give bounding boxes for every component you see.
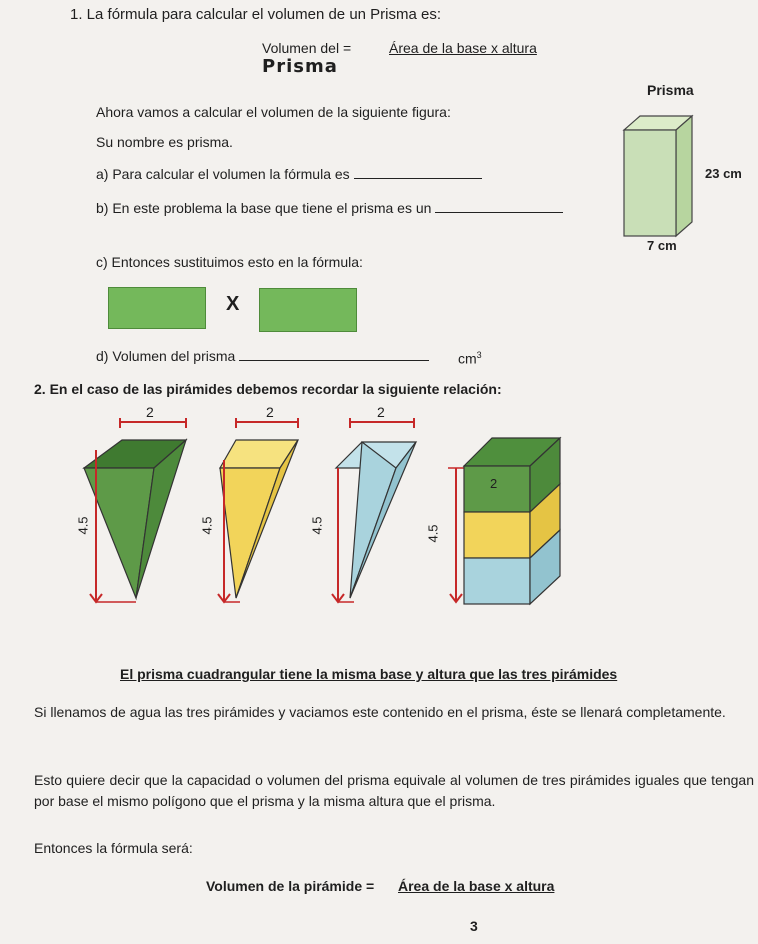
prism-height-label: 23 cm [705,166,742,181]
item-a [96,166,482,182]
answer-box-right[interactable] [259,288,357,332]
item-b [96,200,563,216]
pyramid2-top-label: 2 [266,404,274,420]
item-b-text: b) En este problema la base que tiene el prisma es un [96,200,432,216]
prism-figure-title: Prisma [647,82,694,98]
name-line: Su nombre es prisma. [96,134,233,150]
unit-cm3 [458,350,482,367]
answer-blank-a[interactable] [354,178,482,179]
pyramid3-height-label: 4.5 [309,516,325,535]
paragraph-fill-water: Si llenamos de agua las tres pirámides y vaciamos este contenido en el prisma, éste se llenará completamente. [34,704,726,720]
multiply-sign: X [226,293,240,315]
item-c: c) Entonces sustituimos esto en la fórmula: [96,254,363,270]
paragraph-volume-relation: Esto quiere decir que la capacidad o volumen del prisma equivale al volumen de tres pirámides iguales que tengan por base el mismo polígono que el prisma y la misma altura que el prisma. [34,772,754,809]
figure-caption: El prisma cuadrangular tiene la misma base y altura que las tres pirámides [120,666,618,682]
stacked-prism-height-label: 4.5 [425,524,441,543]
pyramid2-front [220,468,280,598]
item-d [96,348,429,364]
answer-box-left[interactable] [108,287,206,329]
section1-title: 1. La fórmula para calcular el volumen de un Prisma es: [70,6,442,23]
answer-blank-b[interactable] [435,212,563,213]
intro-text: Ahora vamos a calcular el volumen de la siguiente figura: [96,104,451,120]
stacked-prism-figure [430,432,570,612]
final-formula-left: Volumen de la pirámide = [206,878,375,894]
pyramid2-height-label: 4.5 [199,516,215,535]
pyramid1-top-label: 2 [146,404,154,420]
item-a-text: a) Para calcular el volumen la fórmula es [96,166,350,182]
pyramid1-front [84,468,154,598]
stacked-prism-side-label: 2 [490,476,498,491]
pyramid1-height-label: 4.5 [75,516,91,535]
item-d-text: d) Volumen del prisma [96,348,236,364]
final-formula-denominator: 3 [470,918,478,934]
final-formula-numerator: Área de la base x altura [398,878,555,894]
handwritten-prisma: Prisma [262,56,338,77]
pyramid3-figure [314,418,424,610]
prism-front-face [624,130,676,236]
prism-side-face [676,116,692,236]
unit-text: cm [458,350,477,367]
pyramid1-figure [70,418,200,610]
unit-exponent: 3 [476,350,482,360]
answer-blank-d[interactable] [239,360,429,361]
then-formula-text: Entonces la fórmula será: [34,840,193,856]
stacked-layer-blue [464,558,530,604]
formula-left: Volumen del = [262,40,352,56]
pyramid2-figure [200,418,310,610]
formula-right: Área de la base x altura [389,40,537,56]
stacked-layer-yellow [464,512,530,558]
prism-base-label: 7 cm [647,238,677,253]
pyramid3-top-label: 2 [377,404,385,420]
section2-title: 2. En el caso de las pirámides debemos recordar la siguiente relación: [34,381,502,397]
